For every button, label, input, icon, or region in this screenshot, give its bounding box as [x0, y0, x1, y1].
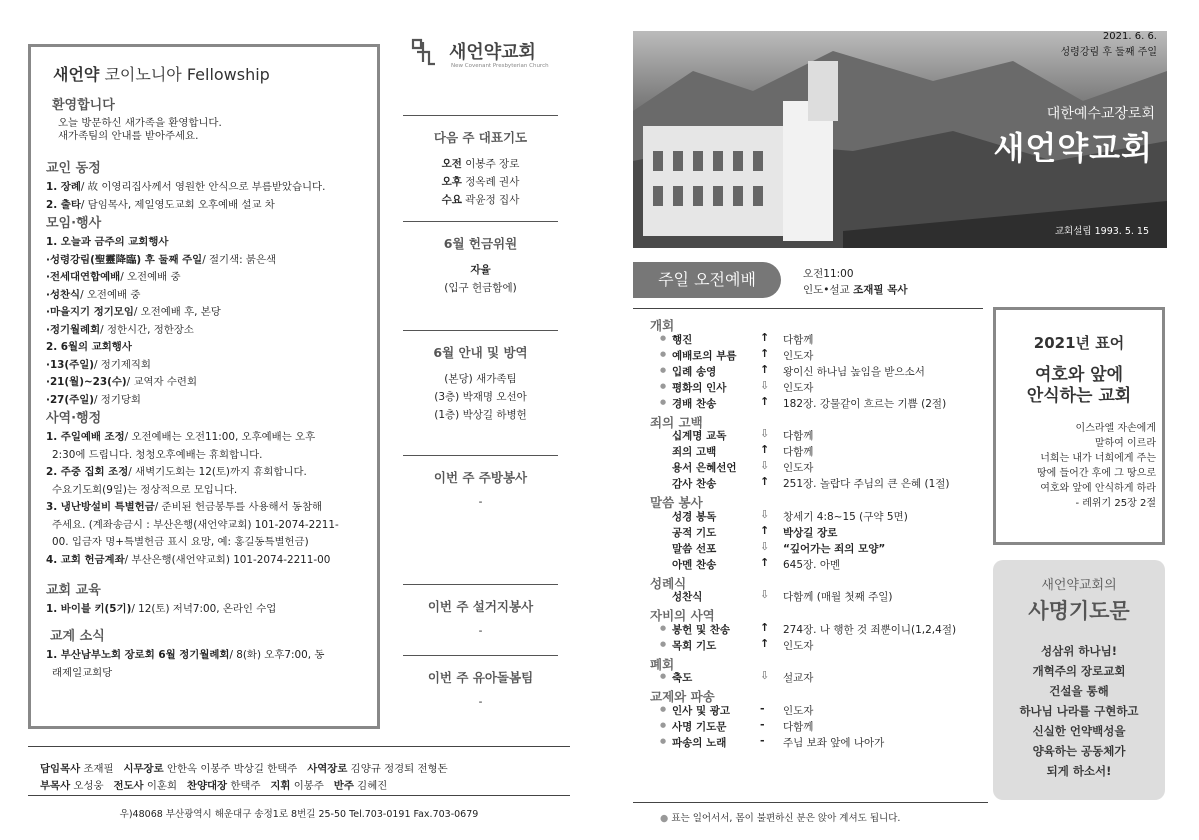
order-item-detail: 인도자	[783, 349, 814, 362]
middle-heading: 이번 주 설거지봉사	[427, 599, 534, 614]
middle-separator	[403, 455, 558, 456]
section-line	[46, 286, 140, 301]
text: -	[478, 496, 483, 508]
order-item-name: 용서 은혜선언	[672, 462, 737, 474]
section-line	[46, 498, 322, 513]
order-item-name: 말씀 선포	[672, 542, 717, 555]
bold-text: 1. 오늘과 금주의 교회행사	[46, 236, 169, 248]
text: / 故 이영리집사께서 영원한 안식으로 부름받았습니다.	[80, 181, 326, 193]
order-item-detail: 다함께	[783, 333, 814, 346]
text: / 오전예배 중	[80, 288, 141, 301]
section-line	[46, 600, 276, 615]
bullet-icon: ●	[660, 704, 667, 713]
bold-text: 2. 6월의 교회행사	[46, 341, 132, 353]
order-group-heading: 말씀 봉사	[650, 495, 703, 510]
text: / 교역자 수련회	[126, 376, 197, 388]
section-line	[46, 646, 324, 661]
bold-text: ·정기월례회	[46, 323, 101, 336]
section-line	[46, 233, 168, 248]
text: 김혜진	[353, 780, 388, 792]
middle-separator	[403, 655, 558, 656]
bold-text: ·성찬식	[46, 288, 81, 301]
order-item-name: 공적 기도	[672, 526, 717, 539]
order-item-name: 성찬식	[672, 591, 703, 603]
bold-text: 1. 부산남부노회 장로회 6월 정기월례회	[46, 649, 230, 661]
denomination: 대한예수교장로회	[1046, 106, 1155, 122]
welcome-heading: 환영합니다	[52, 98, 115, 113]
order-item-detail: 창세기 4:8~15 (구약 5면)	[783, 510, 908, 523]
bullet-icon: ●	[660, 349, 667, 358]
stand-arrow-icon: ↑	[760, 636, 770, 650]
text: -	[478, 696, 483, 708]
order-item-name: 행진	[672, 333, 693, 346]
motto-verse	[996, 421, 1162, 511]
prayer-line: 건설을 통해	[1049, 684, 1109, 698]
text: (3층) 박재명 오선아	[434, 391, 527, 403]
middle-heading: 6월 헌금위원	[443, 236, 518, 251]
prayer-line: 개혁주의 장로교회	[1032, 664, 1126, 678]
prayer-title: 사명기도문	[1028, 599, 1130, 623]
middle-separator	[403, 584, 558, 585]
section-line	[46, 356, 151, 371]
order-item-name: 축도	[672, 672, 693, 684]
bold-text: 2. 주중 집회 조정	[46, 466, 129, 478]
order-group-heading: 죄의 고백	[650, 414, 703, 430]
order-item-name: 죄의 고백	[672, 446, 717, 458]
order-item-detail: 251장. 놀랍다 주님의 큰 은혜 (1절)	[783, 478, 950, 490]
text: 이봉주	[290, 780, 334, 792]
text: (1층) 박상길 하병헌	[434, 409, 527, 421]
bold-text: ·27(주일)	[46, 393, 94, 406]
order-item-name: 인사 및 광고	[672, 704, 731, 717]
text: 곽윤정 집사	[461, 194, 520, 206]
section-line	[46, 268, 181, 283]
order-item-name: 입례 송영	[672, 365, 717, 378]
middle-separator	[403, 330, 558, 331]
order-group-heading: 교제와 파송	[650, 689, 715, 704]
stand-arrow-icon: ↑	[760, 362, 770, 376]
bold-text: ·13(주일)	[46, 358, 94, 371]
text: 오성웅	[70, 780, 114, 792]
bullet-icon: ●	[660, 736, 667, 745]
church-building-photo	[633, 31, 1167, 248]
middle-line	[403, 192, 558, 207]
middle-line	[403, 371, 558, 386]
footnote: ● 표는 일어서서, 몸이 불편하신 분은 앉아 계셔도 됩니다.	[660, 813, 901, 824]
order-item-name: 평화의 인사	[672, 381, 727, 394]
prayer-pre: 새언약교회의	[1041, 578, 1117, 593]
text: -	[478, 625, 483, 637]
text: 수요기도회(9일)는 정상적으로 모입니다.	[52, 483, 238, 496]
bold-text: ·21(월)~23(수)	[46, 376, 127, 388]
bullet-icon: ●	[660, 381, 667, 390]
church-logo-icon	[409, 36, 441, 68]
bullet-icon: ●	[660, 813, 669, 824]
order-item-detail: 왕이신 하나님 높임을 받으소서	[783, 365, 925, 378]
text: / 정한시간, 정한장소	[100, 323, 194, 336]
stand-arrow-icon: ↑	[760, 346, 770, 360]
bold-text: 2. 출타	[46, 198, 81, 211]
motto-title-2: 안식하는 교회	[1026, 386, 1132, 406]
bold-text: 시무장로	[123, 763, 164, 775]
stand-arrow-icon: ↑	[760, 555, 770, 569]
section-line	[46, 338, 132, 353]
text: (본당) 새가족팀	[444, 373, 517, 385]
text: 조재필	[80, 763, 124, 775]
footnote-divider	[633, 802, 988, 803]
order-item-name: 아멘 찬송	[672, 558, 717, 571]
text: / 정기당회	[93, 393, 141, 406]
mission-prayer-box	[993, 560, 1165, 800]
section-heading: 모임·행사	[46, 216, 102, 231]
middle-line	[403, 174, 558, 189]
text: / 오전예배 후, 본당	[133, 306, 221, 318]
text: 이훈희	[143, 780, 187, 792]
section-line	[52, 481, 237, 496]
bullet-icon: ●	[660, 365, 667, 374]
bulletin-season: 성령강림 후 둘째 주일	[1060, 47, 1157, 58]
bullet-icon: ●	[660, 397, 667, 406]
staff-divider-bottom	[28, 795, 570, 796]
order-item-detail: 설교자	[783, 672, 814, 684]
middle-heading: 다음 주 대표기도	[433, 130, 528, 145]
text: 한택주	[227, 780, 271, 792]
order-item-detail: 다함께	[783, 430, 814, 442]
order-divider	[633, 308, 983, 309]
text: 이봉주 장로	[461, 158, 520, 170]
order-item-name: 성경 봉독	[672, 510, 717, 523]
bold-text: ·마을지기 정기모임	[46, 306, 134, 318]
middle-heading: 6월 안내 및 방역	[433, 345, 528, 360]
middle-line	[403, 696, 558, 708]
middle-line	[403, 389, 558, 404]
order-item-name: 목회 기도	[672, 639, 717, 652]
bold-text: 오후	[441, 176, 462, 188]
order-item-detail: 인도자	[783, 381, 814, 394]
verse-line: 이스라엘 자손에게	[1075, 423, 1156, 434]
text: / 정기제직회	[93, 358, 151, 371]
bold-text: 찬양대장	[186, 780, 228, 792]
order-group-heading: 성례식	[650, 575, 687, 591]
section-line	[46, 303, 221, 318]
text: 00. 입금자 명+특별헌금 표시 요망, 예: 홍길동특별헌금)	[52, 536, 309, 548]
text: / 절기색: 붉은색	[202, 253, 277, 266]
section-line	[52, 516, 339, 531]
service-leader: 인도•설교 조재필 목사	[803, 284, 908, 296]
order-item-name: 감사 찬송	[672, 478, 717, 490]
verse-line: 여호와 앞에 안식하게 하라	[1040, 483, 1156, 494]
order-item-detail: 인도자	[783, 704, 814, 717]
section-line	[46, 321, 194, 336]
text: / 준비된 헌금봉투를 사용해서 동참해	[154, 501, 323, 513]
order-item-detail: 645장. 아멘	[783, 558, 841, 571]
bold-text: 자율	[470, 264, 491, 276]
sit-arrow-icon: ⇩	[760, 459, 770, 472]
sit-arrow-icon: ⇩	[760, 507, 770, 521]
sit-arrow-icon: ⇩	[760, 539, 770, 553]
bullet-icon: ●	[660, 720, 667, 729]
order-item-detail: 다함께	[783, 720, 814, 733]
logo-name: 새언약교회	[449, 42, 536, 63]
section-line	[46, 428, 315, 443]
prayer-lines	[993, 641, 1165, 781]
order-item-detail: 주님 보좌 앞에 나아가	[783, 736, 885, 749]
stand-arrow-icon: ↑	[760, 394, 770, 408]
order-group-heading: 폐회	[650, 656, 675, 672]
stand-arrow-icon: ↑	[760, 443, 770, 456]
bullet-icon: ●	[660, 333, 667, 342]
church-name: 새언약교회	[993, 129, 1153, 167]
staff-divider-top	[28, 746, 570, 747]
order-item-name: 예배로의 부름	[672, 349, 737, 362]
section-line	[52, 446, 262, 461]
text: / 8(화) 오후7:00, 동	[229, 649, 325, 661]
welcome-line: 새가족팀의 안내를 받아주세요.	[58, 130, 199, 142]
middle-line	[403, 280, 558, 295]
order-item-detail: “깊어가는 죄의 모양”	[783, 542, 886, 555]
motto-year: 2021년 표어	[1033, 334, 1125, 352]
order-group-heading: 자비의 사역	[650, 608, 715, 623]
bold-text: 지휘	[270, 780, 291, 792]
bold-text: ·성령강림(聖靈降臨) 후 둘째 주일	[46, 253, 203, 266]
section-line	[46, 373, 197, 388]
fellowship-title-rest: 코이노니아 Fellowship	[99, 65, 270, 84]
prayer-line: 되게 하소서!	[1046, 764, 1112, 778]
text: 정옥례 권사	[461, 176, 520, 188]
fellowship-title	[53, 62, 270, 85]
bold-text: 4. 교회 헌금계좌	[46, 553, 125, 566]
prayer-line: 하나님 나라를 구현하고	[1019, 704, 1139, 718]
motto-box	[993, 307, 1165, 545]
middle-separator	[403, 115, 558, 116]
sit-arrow-icon: ⇩	[760, 669, 770, 682]
bullet-icon: ●	[660, 623, 667, 632]
order-item-detail: 182장. 강물같이 흐르는 기쁨 (2절)	[783, 397, 947, 410]
bullet-icon: ●	[660, 672, 667, 680]
section-line	[46, 251, 276, 266]
order-item-detail: 인도자	[783, 639, 814, 652]
service-label: 주일 오전예배	[633, 262, 781, 298]
church-address: 우)48068 부산광역시 해운대구 송정1로 8번길 25-50 Tel.703-0191 Fax.703-0679	[119, 809, 479, 820]
service-time: 오전11:00	[803, 268, 854, 280]
prayer-line: 성삼위 하나님!	[1041, 644, 1117, 658]
order-item-detail: 다함께	[783, 446, 814, 458]
order-item-detail: 박상길 장로	[783, 526, 838, 539]
text: 김양규 정경퇴 전형돈	[347, 763, 448, 775]
prayer-line: 양육하는 공동체가	[1032, 744, 1126, 758]
section-line	[52, 664, 112, 679]
sit-arrow-icon: ⇩	[760, 588, 770, 601]
text: 2:30에 드립니다. 청청오후예배는 휴회합니다.	[52, 448, 263, 461]
middle-separator	[403, 221, 558, 222]
bold-text: 반주	[333, 780, 354, 792]
section-line	[46, 463, 307, 478]
bullet-icon: ●	[660, 639, 667, 648]
bold-text: 1. 바이블 키(5기)	[46, 603, 132, 615]
order-group-heading: 개회	[650, 318, 675, 333]
text: / 부산은행(새언약교회) 101-2074-2211-00	[124, 553, 331, 566]
bulletin-date: 2021. 6. 6.	[1102, 31, 1157, 42]
bold-text: 오전	[441, 158, 462, 170]
middle-line	[403, 156, 558, 171]
prayer-line: 신실한 언약백성을	[1032, 724, 1126, 738]
bold-text: 사역장로	[307, 763, 348, 775]
bold-text: 부목사	[40, 780, 71, 792]
staff-row	[40, 777, 387, 792]
text: (입구 헌금함에)	[444, 282, 517, 294]
text: / 12(토) 저녁7:00, 온라인 수업	[131, 603, 277, 615]
bold-text: 1. 주일예배 조정	[46, 431, 125, 443]
text: / 새벽기도회는 12(토)까지 휴회합니다.	[128, 466, 307, 478]
section-heading: 교회 교육	[46, 583, 101, 598]
sit-arrow-icon: ⇩	[760, 378, 770, 392]
dash-icon: -	[760, 701, 765, 715]
stand-arrow-icon: ↑	[760, 475, 770, 488]
text: 주세요. (계좌송금시 : 부산은행(새언약교회) 101-2074-2211-	[52, 518, 339, 531]
bold-text: 전도사	[113, 780, 144, 792]
section-heading: 교계 소식	[50, 629, 105, 644]
stand-arrow-icon: ↑	[760, 330, 770, 344]
middle-line	[403, 625, 558, 637]
order-item-name: 경배 찬송	[672, 397, 717, 410]
verse-line: 말하여 이르라	[1094, 438, 1156, 449]
logo-sub: New Covenant Presbyterian Church	[451, 63, 549, 69]
fellowship-title-bold: 새언약	[53, 65, 100, 84]
section-heading: 교인 동정	[46, 161, 101, 176]
middle-line	[403, 496, 558, 508]
verse-line: - 레위기 25장 2절	[1075, 498, 1156, 509]
order-item-detail: 다함께 (매월 첫째 주일)	[783, 591, 893, 603]
text: 래제일교회당	[52, 666, 113, 679]
bold-text: 수요	[441, 194, 462, 206]
order-item-name: 사명 기도문	[672, 720, 727, 733]
bold-text: 3. 냉난방설비 특별헌금	[46, 501, 155, 513]
verse-line: 너희는 내가 너희에게 주는	[1040, 453, 1156, 464]
middle-line	[403, 262, 558, 277]
text: / 오전예배는 오전11:00, 오후예배는 오후	[124, 431, 316, 443]
middle-heading: 이번 주 유아돌봄팀	[427, 670, 534, 685]
middle-line	[403, 407, 558, 422]
bold-text: 1. 장례	[46, 181, 81, 193]
section-line	[46, 178, 325, 193]
order-item-name: 파송의 노래	[672, 736, 727, 749]
welcome-line: 오늘 방문하신 새가족을 환영합니다.	[58, 117, 222, 129]
text: / 오전예배 중	[120, 271, 181, 283]
bold-text: ·전세대연합예배	[46, 271, 121, 283]
bold-text: 담임목사	[40, 763, 81, 775]
motto-title-1: 여호와 앞에	[1034, 365, 1124, 385]
stand-arrow-icon: ↑	[760, 620, 770, 634]
middle-heading: 이번 주 주방봉사	[433, 470, 528, 485]
dash-icon: -	[760, 733, 765, 747]
text: / 담임목사, 제일영도교회 오후예배 설교 차	[80, 198, 275, 211]
order-item-detail: 274장. 나 행한 것 죄뿐이니(1,2,4절)	[783, 623, 957, 636]
section-line	[46, 391, 141, 406]
section-line	[52, 533, 309, 548]
order-item-name: 봉헌 및 찬송	[672, 623, 731, 636]
section-line	[46, 551, 330, 566]
section-line	[46, 196, 275, 211]
founded-date: 교회설립 1993. 5. 15	[1054, 226, 1149, 237]
section-heading: 사역·행정	[46, 411, 102, 426]
sit-arrow-icon: ⇩	[760, 427, 770, 440]
staff-row	[40, 760, 448, 775]
stand-arrow-icon: ↑	[760, 523, 770, 537]
order-item-detail: 인도자	[783, 462, 814, 474]
text: 안한옥 이봉주 박상길 한택주	[163, 763, 308, 775]
dash-icon: -	[760, 717, 765, 731]
verse-line: 땅에 들어간 후에 그 땅으로	[1037, 468, 1156, 479]
order-item-name: 십계명 교독	[672, 430, 727, 442]
